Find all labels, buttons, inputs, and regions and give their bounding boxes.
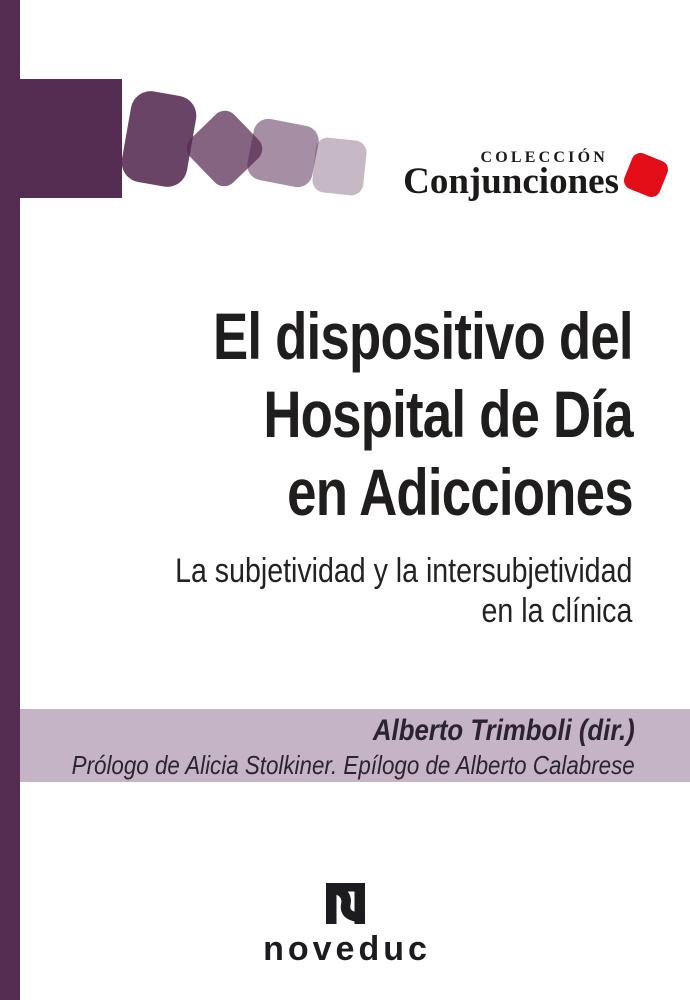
red-diamond-icon	[621, 150, 670, 199]
publisher-name: noveduc	[263, 930, 431, 968]
prologue-epilogue-credit: Prólogo de Alicia Stolkiner. Epílogo de Alberto Calabrese	[71, 750, 635, 780]
collection-name: Conjunciones	[403, 161, 619, 202]
publisher-logo	[0, 883, 690, 966]
credits	[0, 712, 635, 780]
collection-label: COLECCIÓN	[480, 149, 608, 166]
title-line-1: El dispositivo del	[213, 299, 633, 373]
subtitle-line-2: en la clínica	[481, 592, 632, 630]
deco-square-4	[311, 136, 367, 196]
deco-rectangle	[19, 79, 122, 198]
deco-square-3	[245, 116, 322, 189]
title-line-3: en Adicciones	[287, 455, 633, 529]
subtitle-line-1: La subjetividad y la intersubjetividad	[174, 552, 632, 590]
deco-square-1	[119, 88, 200, 190]
author-director: Alberto Trimboli (dir.)	[373, 714, 635, 747]
title-line-2: Hospital de Día	[263, 377, 633, 451]
book-subtitle	[88, 551, 632, 631]
book-title	[108, 297, 633, 531]
spine-bar	[0, 0, 20, 1000]
noveduc-n-icon	[326, 883, 365, 924]
